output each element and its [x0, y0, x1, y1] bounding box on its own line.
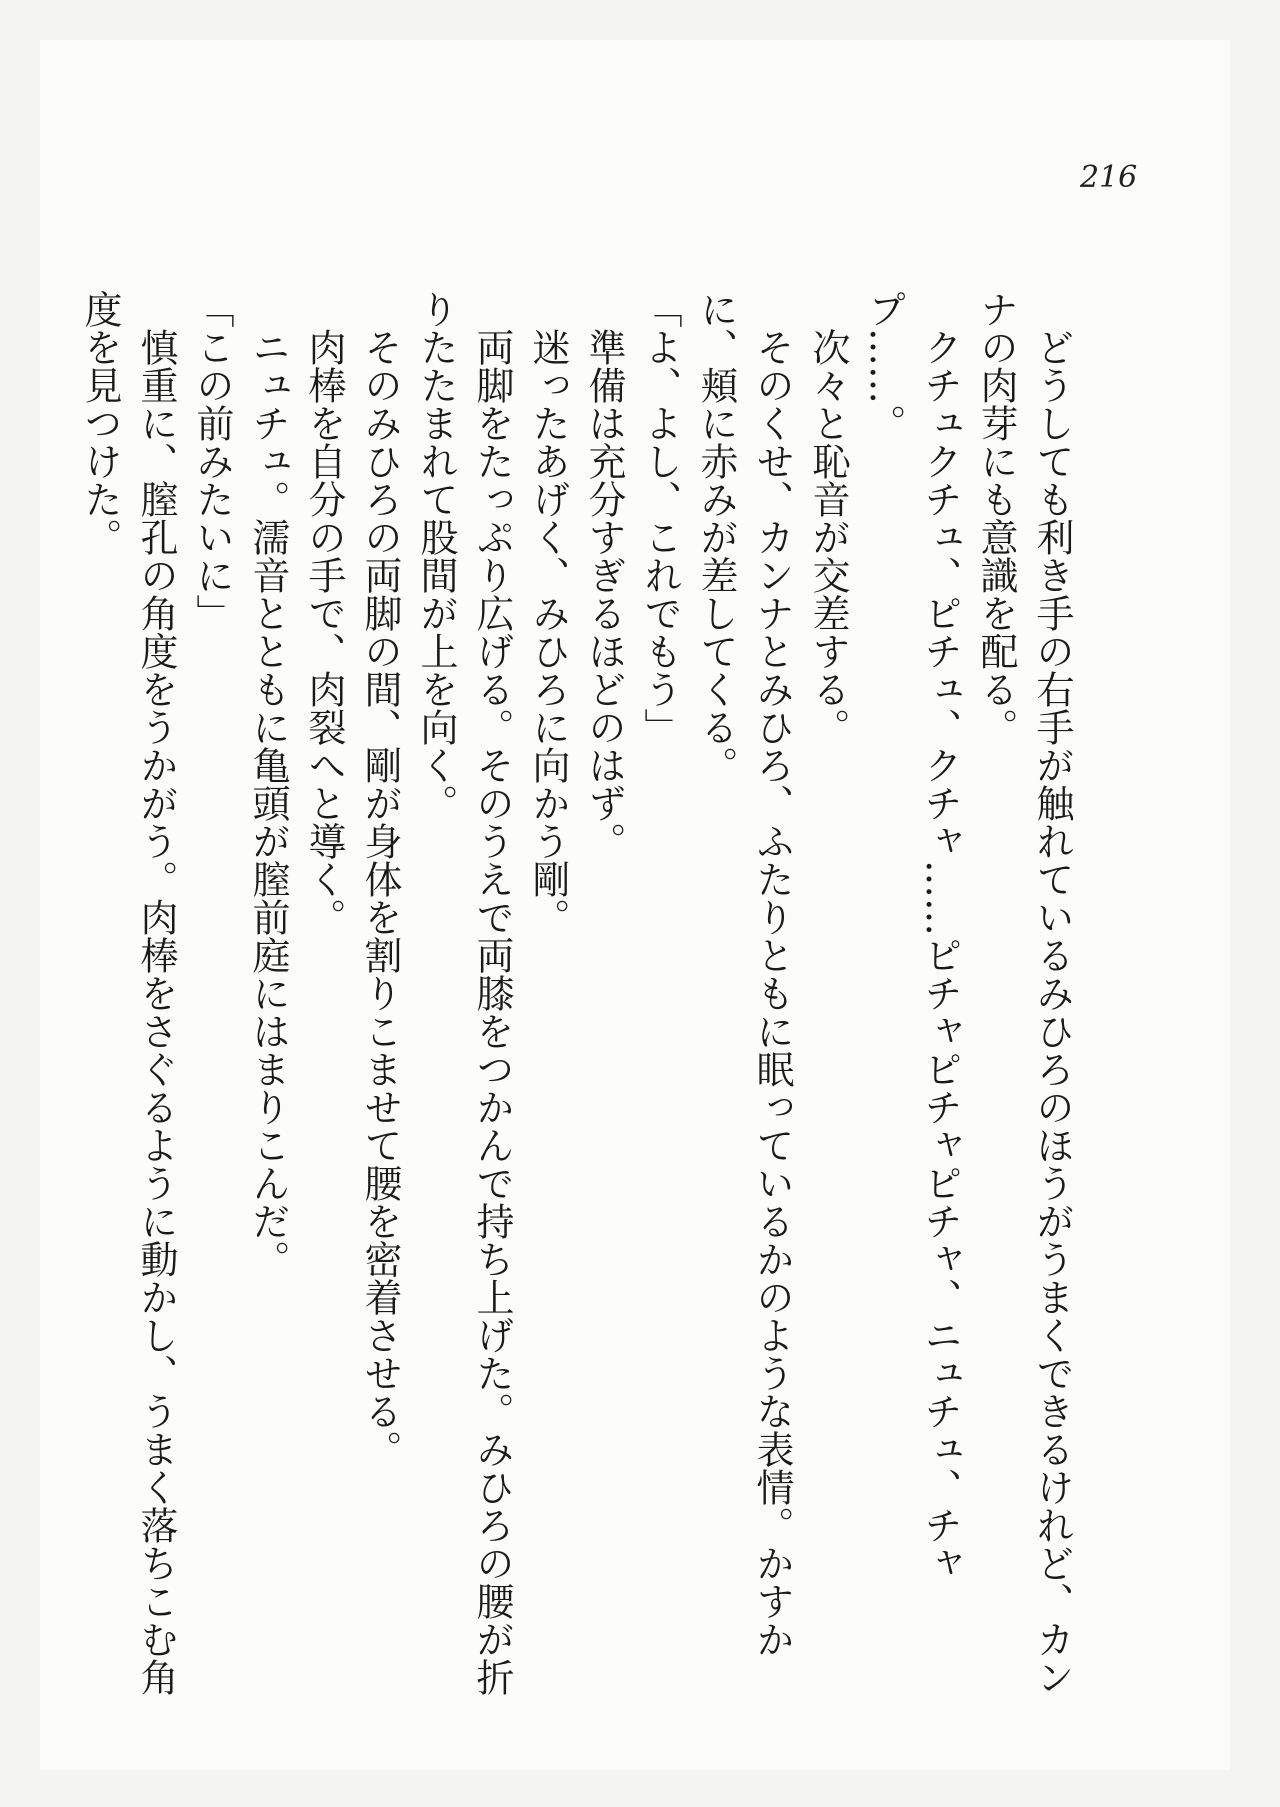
paragraph: そのくせ、カンナとみひろ、ふたりともに眠っているかのような表情。かすかに、頬に赤みが差してくる。 [694, 290, 794, 1658]
paragraph: 「この前みたいに」 [190, 290, 234, 632]
paragraph: クチュクチュ、ピチュ、クチャ……ピチャピチャピチャ、ニュチュ、チャプ……。 [862, 290, 962, 1582]
paragraph: 慎重に、膣孔の角度をうかがう。肉棒をさぐるように動かし、うまく落ちこむ角度を見つけた。 [78, 290, 178, 1696]
paragraph: そのみひろの両脚の間、剛が身体を割りこませて腰を密着させる。 [358, 290, 402, 1468]
paragraph: ニュチュ。濡音とともに亀頭が膣前庭にはまりこんだ。 [246, 290, 290, 1278]
paragraph: 迷ったあげく、みひろに向かう剛。 [526, 290, 570, 936]
paragraph: 準備は充分すぎるほどのはず。 [582, 290, 626, 860]
page-number: 216 [1080, 160, 1138, 195]
body-text [72, 290, 1080, 1710]
paragraph: 両脚をたっぷり広げる。そのうえで両膝をつかんで持ち上げた。みひろの腰が折りたたまれて股間が上を向く。 [414, 290, 514, 1696]
paragraph: 「よ、よし、これでもう」 [638, 290, 682, 746]
paragraph: 次々と恥音が交差する。 [806, 290, 850, 746]
book-page [40, 40, 1230, 1770]
paragraph: どうしても利き手の右手が触れているみひろのほうがうまくできるけれど、カンナの肉芽にも意識を配る。 [974, 290, 1074, 1696]
paragraph: 肉棒を自分の手で、肉裂へと導く。 [302, 290, 346, 936]
